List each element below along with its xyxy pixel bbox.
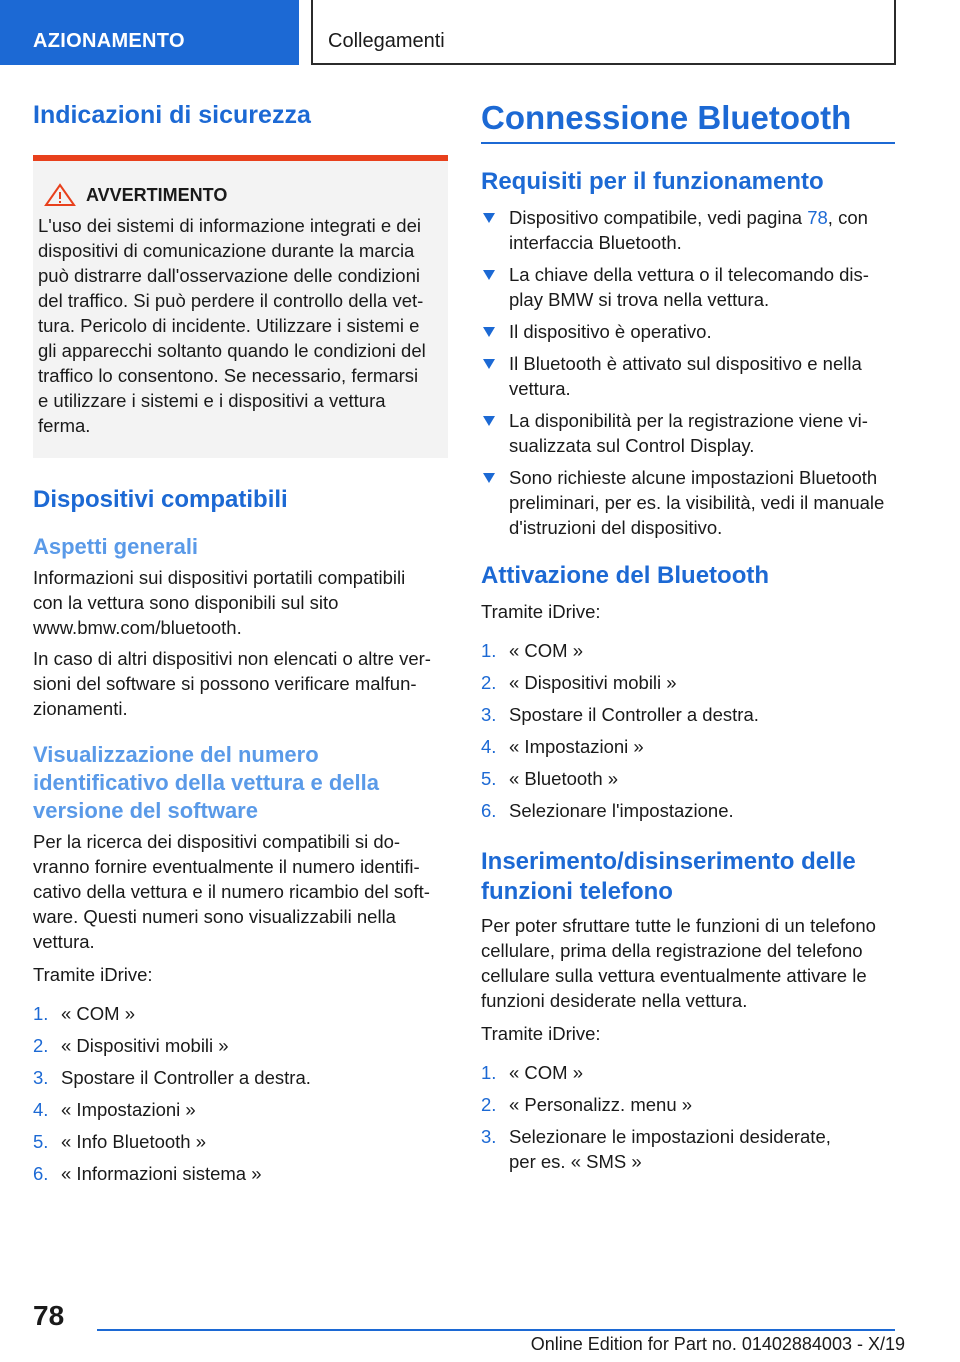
text-line: www.bmw.com/bluetooth. xyxy=(33,616,242,638)
triangle-bullet-icon xyxy=(483,473,495,483)
list-item xyxy=(481,638,895,663)
list-item xyxy=(481,734,895,759)
compatible-devices-heading: Dispositivi compatibili xyxy=(33,486,288,514)
warning-line: può distrarre dall'osservazione delle condizioni xyxy=(38,265,420,287)
list-item xyxy=(481,1092,895,1117)
page-number: 78 xyxy=(33,1300,65,1331)
list-item xyxy=(481,670,895,695)
step-text: Spostare il Controller a destra. xyxy=(509,703,759,725)
requirements-list xyxy=(481,205,895,540)
step-text: Spostare il Controller a destra. xyxy=(61,1066,311,1088)
footer-edition: Online Edition for Part no. 01402884003 - X/19 xyxy=(530,1334,905,1354)
step-text: « Bluetooth » xyxy=(509,767,619,789)
list-item xyxy=(481,1060,895,1085)
warning-line: L'uso dei sistemi di informazione integrati e dei xyxy=(38,215,421,237)
text-line: sioni del software si possono verificare malfun‐ xyxy=(33,672,417,694)
text-line: con la vettura sono disponibili sul sito xyxy=(33,591,339,613)
chapter-title: Collegamenti xyxy=(328,30,445,52)
list-item xyxy=(481,319,895,344)
step-text: « Info Bluetooth » xyxy=(61,1130,207,1152)
step-text: « COM » xyxy=(61,1002,136,1024)
step-number: 2. xyxy=(33,1034,49,1056)
general-paragraph-2 xyxy=(33,646,448,721)
text-line: In caso di altri dispositivi non elencati o altre ver‐ xyxy=(33,647,431,669)
triangle-bullet-icon xyxy=(483,416,495,426)
text-line: cellulare sulla vettura eventualmente attivare le xyxy=(481,964,867,986)
item-text: Il dispositivo è operativo. xyxy=(509,321,712,343)
heading-line: Visualizzazione del numero xyxy=(33,741,319,767)
idrive-label: Tramite iDrive: xyxy=(481,1022,601,1044)
list-item xyxy=(481,205,895,255)
section-title: AZIONAMENTO xyxy=(33,30,185,52)
item-text: Sono richieste alcune impostazioni Bluetooth xyxy=(509,467,878,489)
list-item xyxy=(481,798,895,823)
heading-line: Inserimento/disinserimento delle xyxy=(481,847,856,875)
step-text-line: Selezionare le impostazioni desiderate, xyxy=(509,1125,831,1147)
heading-line: identificativo della vettura e della xyxy=(33,769,379,795)
footer-divider xyxy=(97,1329,895,1331)
step-text: Selezionare l'impostazione. xyxy=(509,799,734,821)
item-text: interfaccia Bluetooth. xyxy=(509,232,682,254)
warning-line: dispositivi di comunicazione durante la marcia xyxy=(38,240,415,262)
step-text: « Informazioni sistema » xyxy=(61,1162,262,1184)
text-line: Informazioni sui dispositivi portatili compatibili xyxy=(33,566,406,588)
list-item xyxy=(481,1124,895,1174)
step-text: « COM » xyxy=(509,639,584,661)
step-number: 3. xyxy=(481,703,497,725)
header-section-tab xyxy=(0,0,299,65)
activation-steps xyxy=(481,638,895,823)
safety-heading: Indicazioni di sicurezza xyxy=(33,101,311,129)
bluetooth-main-heading: Connessione Bluetooth xyxy=(481,99,852,136)
item-text: play BMW si trova nella vettura. xyxy=(509,289,770,311)
step-number: 6. xyxy=(481,799,497,821)
vehicle-id-steps xyxy=(33,1001,448,1186)
warning-box xyxy=(33,155,448,458)
step-text: « Impostazioni » xyxy=(509,735,644,757)
list-item xyxy=(33,1001,448,1026)
step-number: 3. xyxy=(33,1066,49,1088)
item-text: Dispositivo compatibile, vedi pagina xyxy=(509,207,808,229)
warning-line: ferma. xyxy=(38,415,91,437)
step-number: 4. xyxy=(481,735,497,757)
warning-line: gli apparecchi soltanto quando le condizioni del xyxy=(38,340,426,362)
warning-title-row xyxy=(38,183,440,207)
list-item xyxy=(33,1129,448,1154)
step-number: 1. xyxy=(481,1061,497,1083)
general-paragraph-1 xyxy=(33,565,448,640)
list-item xyxy=(481,702,895,727)
list-item xyxy=(33,1097,448,1122)
step-number: 5. xyxy=(481,767,497,789)
heading-line: versione del software xyxy=(33,797,258,823)
step-text xyxy=(509,1124,831,1174)
item-text: d'istruzioni del dispositivo. xyxy=(509,517,723,539)
list-item xyxy=(33,1033,448,1058)
text-line: zionamenti. xyxy=(33,697,128,719)
warning-line: tura. Pericolo di incidente. Utilizzare i sistemi e xyxy=(38,315,420,337)
text-line: Per poter sfruttare tutte le funzioni di un telefono xyxy=(481,914,876,936)
warning-title: AVVERTIMENTO xyxy=(86,184,228,205)
heading-divider xyxy=(481,142,895,144)
list-item xyxy=(33,1161,448,1186)
general-aspects-heading: Aspetti generali xyxy=(33,534,199,560)
warning-line: traffico lo consentono. Se necessario, fermarsi xyxy=(38,365,419,387)
text-line: cativo della vettura e il numero ricambio del soft‐ xyxy=(33,880,430,902)
page-link[interactable]: 78 xyxy=(807,207,828,229)
step-number: 6. xyxy=(33,1162,49,1184)
text-line: vranno fornire eventualmente il numero identifi‐ xyxy=(33,855,420,877)
text-line: vettura. xyxy=(33,930,95,952)
item-text: sualizzata sul Control Display. xyxy=(509,435,755,457)
triangle-bullet-icon xyxy=(483,327,495,337)
vehicle-id-paragraph xyxy=(33,829,448,954)
text-line: funzioni desiderate nella vettura. xyxy=(481,989,748,1011)
step-number: 4. xyxy=(33,1098,49,1120)
idrive-label: Tramite iDrive: xyxy=(33,963,153,985)
vehicle-id-heading xyxy=(33,741,448,825)
idrive-label: Tramite iDrive: xyxy=(481,600,601,622)
item-text: vettura. xyxy=(509,378,571,400)
item-text: La chiave della vettura o il telecomando dis‐ xyxy=(509,264,869,286)
triangle-bullet-icon xyxy=(483,359,495,369)
left-column xyxy=(33,100,448,1193)
phone-functions-paragraph xyxy=(481,913,895,1013)
warning-line: del traffico. Si può perdere il controllo della vet‐ xyxy=(38,290,424,312)
step-text: « Dispositivi mobili » xyxy=(509,671,677,693)
item-text: La disponibilità per la registrazione viene vi‐ xyxy=(509,410,868,432)
step-number: 2. xyxy=(481,1093,497,1115)
step-number: 1. xyxy=(33,1002,49,1024)
header-chapter-box xyxy=(311,0,896,65)
list-item xyxy=(481,408,895,458)
text-line: ware. Questi numeri sono visualizzabili nella xyxy=(33,905,396,927)
heading-line: funzioni telefono xyxy=(481,877,673,905)
phone-steps xyxy=(481,1060,895,1174)
item-text: Il Bluetooth è attivato sul dispositivo e nella xyxy=(509,353,862,375)
phone-functions-heading xyxy=(481,847,895,907)
step-text: « Dispositivi mobili » xyxy=(61,1034,229,1056)
step-number: 3. xyxy=(481,1125,497,1147)
warning-text xyxy=(38,213,440,438)
step-number: 5. xyxy=(33,1130,49,1152)
triangle-bullet-icon xyxy=(483,213,495,223)
step-number: 1. xyxy=(481,639,497,661)
item-text: , con xyxy=(827,207,868,229)
step-number: 2. xyxy=(481,671,497,693)
item-text: preliminari, per es. la visibilità, vedi il manuale xyxy=(509,492,885,514)
right-column xyxy=(481,100,895,1181)
step-text-line: per es. « SMS » xyxy=(509,1150,642,1172)
list-item xyxy=(481,766,895,791)
warning-triangle-icon xyxy=(44,183,76,207)
activation-heading: Attivazione del Bluetooth xyxy=(481,562,769,590)
list-item xyxy=(33,1065,448,1090)
step-text: « Impostazioni » xyxy=(61,1098,196,1120)
text-line: cellulare, prima della registrazione del telefono xyxy=(481,939,863,961)
requirements-heading: Requisiti per il funzionamento xyxy=(481,168,824,196)
step-text: « Personalizz. menu » xyxy=(509,1093,693,1115)
warning-line: e utilizzare i sistemi e i dispositivi a vettura xyxy=(38,390,386,412)
list-item xyxy=(481,351,895,401)
text-line: Per la ricerca dei dispositivi compatibili si do‐ xyxy=(33,830,401,852)
list-item xyxy=(481,465,895,540)
list-item xyxy=(481,262,895,312)
step-text: « COM » xyxy=(509,1061,584,1083)
triangle-bullet-icon xyxy=(483,270,495,280)
